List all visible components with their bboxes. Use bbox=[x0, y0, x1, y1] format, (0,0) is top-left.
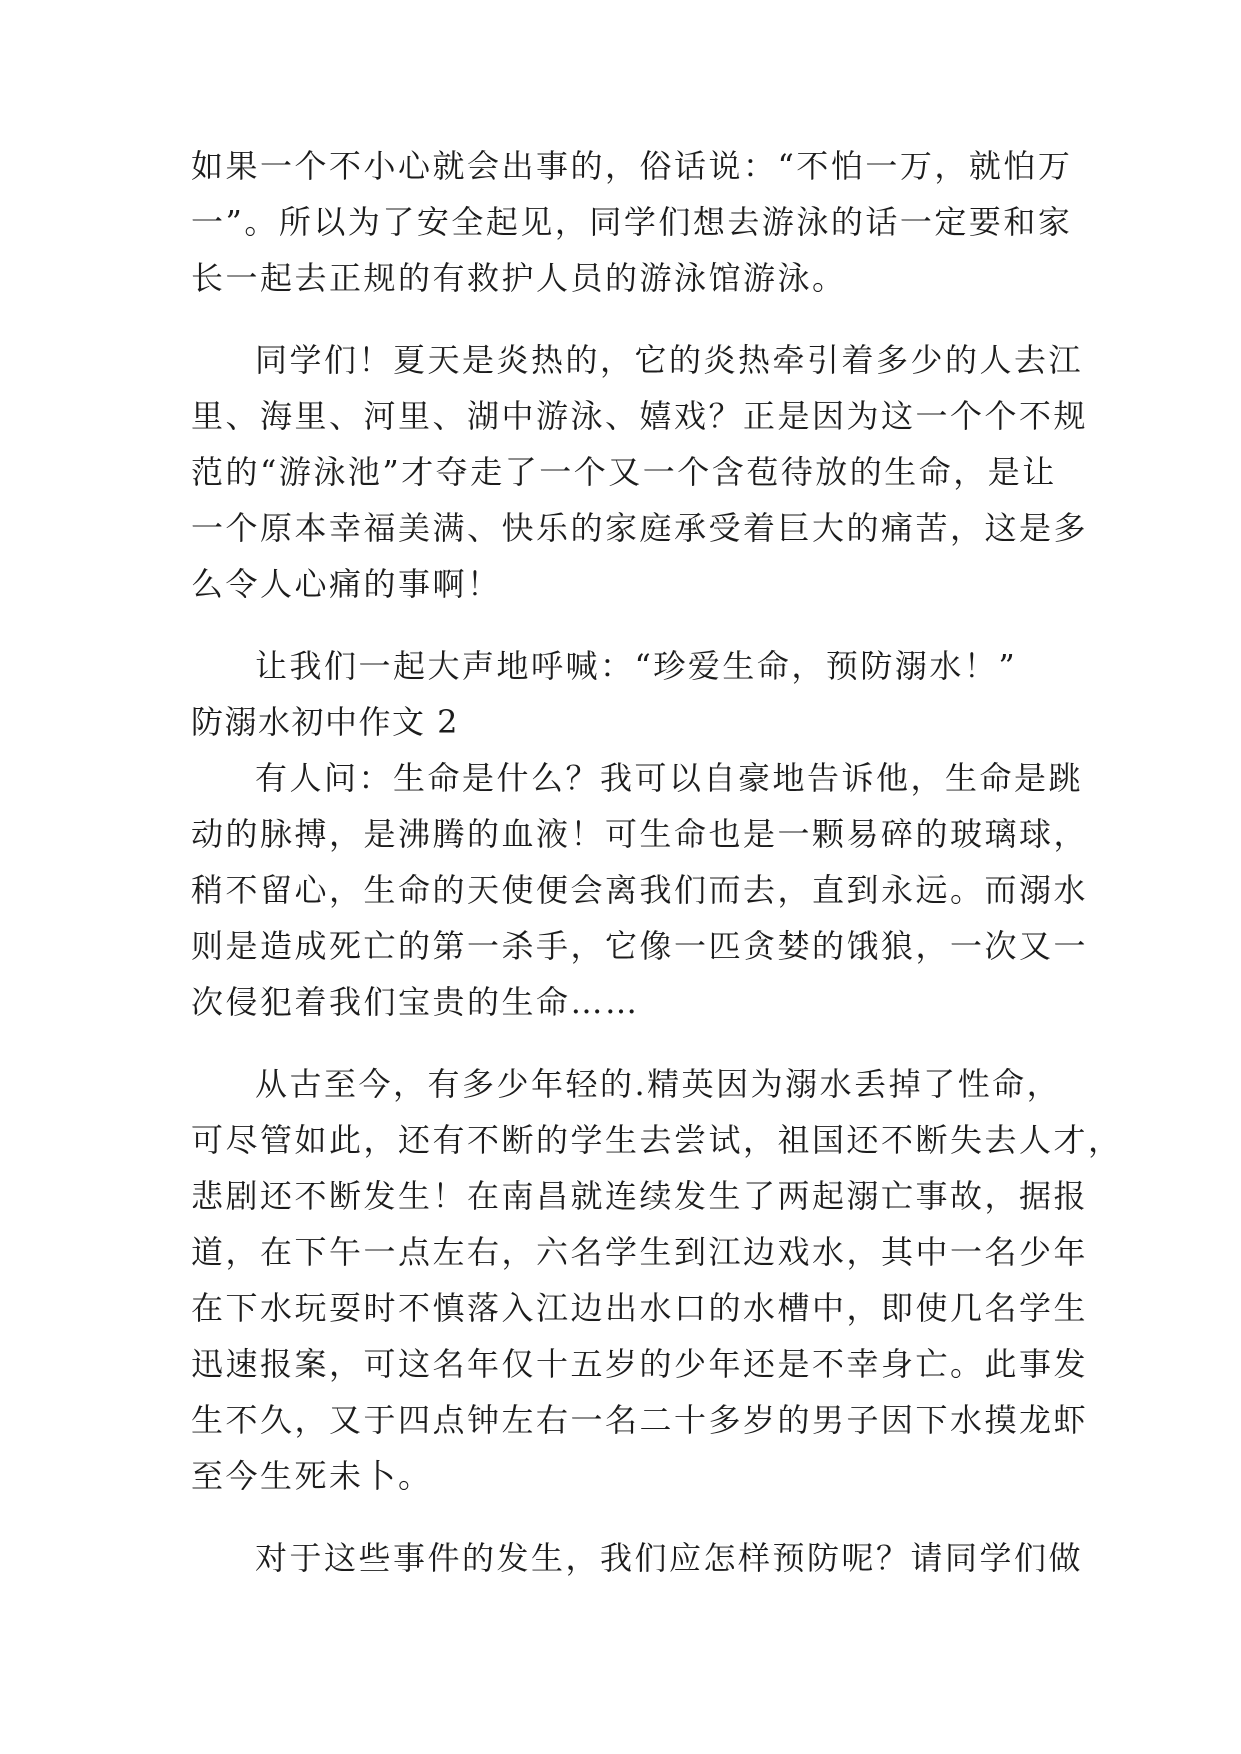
paragraph-line: 动的脉搏，是沸腾的血液！可生命也是一颗易碎的玻璃球， bbox=[191, 815, 1089, 853]
paragraph-line: 有人问：生命是什么？我可以自豪地告诉他，生命是跳 bbox=[255, 759, 1084, 797]
paragraph-line: 道，在下午一点左右，六名学生到江边戏水，其中一名少年 bbox=[191, 1233, 1089, 1271]
paragraph-line: 一个原本幸福美满、快乐的家庭承受着巨大的痛苦，这是多 bbox=[191, 509, 1089, 547]
paragraph-line: 至今生死未卜。 bbox=[191, 1457, 433, 1495]
paragraph-line: 么令人心痛的事啊！ bbox=[191, 565, 502, 603]
paragraph-line: 里、海里、河里、湖中游泳、嬉戏？正是因为这一个个不规 bbox=[191, 397, 1089, 435]
paragraph-line: 如果一个不小心就会出事的，俗话说：“不怕一万，就怕万 bbox=[191, 147, 1073, 185]
paragraph-line: 对于这些事件的发生，我们应怎样预防呢？请同学们做 bbox=[255, 1539, 1084, 1577]
paragraph-line: 长一起去正规的有救护人员的游泳馆游泳。 bbox=[191, 259, 847, 297]
paragraph-line: 让我们一起大声地呼喊：“珍爱生命，预防溺水！” bbox=[255, 647, 1018, 685]
paragraph-line: 次侵犯着我们宝贵的生命…… bbox=[191, 983, 640, 1021]
paragraph-line: 一”。所以为了安全起见，同学们想去游泳的话一定要和家 bbox=[191, 203, 1073, 241]
paragraph-line: 从古至今，有多少年轻的.精英因为溺水丢掉了性命， bbox=[255, 1065, 1062, 1103]
paragraph-line: 稍不留心，生命的天使便会离我们而去，直到永远。而溺水 bbox=[191, 871, 1089, 909]
essay-heading: 防溺水初中作文 2 bbox=[191, 703, 460, 741]
paragraph-line: 悲剧还不断发生！在南昌就连续发生了两起溺亡事故，据报 bbox=[191, 1177, 1089, 1215]
paragraph-line: 可尽管如此，还有不断的学生去尝试，祖国还不断失去人才， bbox=[191, 1121, 1123, 1159]
paragraph-line: 在下水玩耍时不慎落入江边出水口的水槽中，即使几名学生 bbox=[191, 1289, 1089, 1327]
paragraph-line: 同学们！夏天是炎热的，它的炎热牵引着多少的人去江 bbox=[255, 341, 1084, 379]
paragraph-line: 迅速报案，可这名年仅十五岁的少年还是不幸身亡。此事发 bbox=[191, 1345, 1089, 1383]
paragraph-line: 生不久，又于四点钟左右一名二十多岁的男子因下水摸龙虾 bbox=[191, 1401, 1089, 1439]
paragraph-line: 则是造成死亡的第一杀手，它像一匹贪婪的饿狼，一次又一 bbox=[191, 927, 1089, 965]
paragraph-line: 范的“游泳池”才夺走了一个又一个含苞待放的生命，是让 bbox=[191, 453, 1057, 491]
